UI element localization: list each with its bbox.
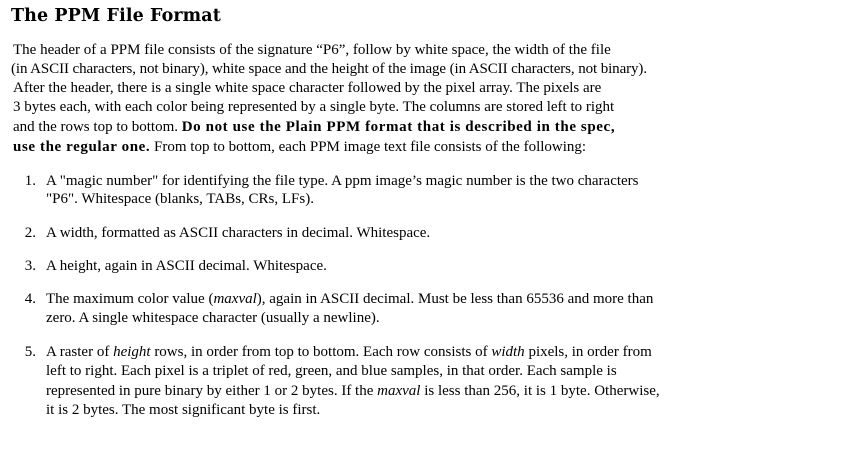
intro-line: After the header, there is a single white space character followed by the pixel array. The pixels are — [13, 80, 602, 96]
list-item-line — [46, 343, 652, 361]
list-item-text: is less than 256, it is 1 byte. Otherwise, — [420, 383, 660, 399]
list-item-number: 3. — [24, 258, 36, 274]
list-item-line: A height, again in ASCII decimal. Whitespace. — [46, 258, 327, 274]
list-item-text: represented in pure binary by either 1 or 2 bytes. If the — [46, 383, 378, 399]
list-item-number: 1. — [24, 173, 36, 189]
emphasis-text: use the regular one. — [13, 139, 151, 155]
intro-line: (in ASCII characters, not binary), white space and the height of the image (in ASCII characters, not binary). — [11, 61, 647, 77]
intro-text: From top to bottom, each PPM image text file consists of the following: — [150, 139, 587, 155]
list-item-text: pixels, in order from — [524, 344, 652, 360]
list-item-line: "P6". Whitespace (blanks, TABs, CRs, LFs). — [46, 191, 314, 207]
list-item-number: 5. — [24, 344, 36, 360]
intro-line: 3 bytes each, with each color being represented by a single byte. The columns are stored left to right — [13, 99, 615, 115]
list-item-line — [46, 382, 660, 400]
list-item-line: zero. A single whitespace character (usually a newline). — [46, 310, 380, 326]
list-item-line: left to right. Each pixel is a triplet of red, green, and blue samples, in that order. Each sample is — [46, 363, 617, 379]
list-item-text: ), again in ASCII decimal. Must be less than 65536 and more than — [256, 291, 654, 307]
intro-text: and the rows top to bottom. — [13, 119, 182, 135]
list-item-line: A "magic number" for identifying the file type. A ppm image’s magic number is the two characters — [46, 173, 639, 189]
section-heading: The PPM File Format — [11, 6, 221, 26]
intro-line: The header of a PPM file consists of the signature “P6”, follow by white space, the width of the file — [13, 42, 611, 58]
maxval-term: maxval — [213, 291, 257, 307]
list-item-text: The maximum color value ( — [46, 291, 214, 307]
emphasis-text: Do not use the Plain PPM format that is described in the spec, — [181, 119, 616, 135]
intro-line — [13, 138, 586, 156]
list-item-line — [46, 290, 653, 308]
width-term: width — [491, 344, 525, 360]
maxval-term: maxval — [377, 383, 421, 399]
list-item-text: A raster of — [46, 344, 114, 360]
intro-line — [13, 118, 615, 136]
list-item-line: A width, formatted as ASCII characters in decimal. Whitespace. — [46, 225, 431, 241]
height-term: height — [113, 344, 151, 360]
list-item-number: 2. — [24, 225, 36, 241]
list-item-number: 4. — [24, 291, 36, 307]
list-item-text: rows, in order from top to bottom. Each row consists of — [150, 344, 492, 360]
list-item-line: it is 2 bytes. The most significant byte is first. — [46, 402, 321, 418]
